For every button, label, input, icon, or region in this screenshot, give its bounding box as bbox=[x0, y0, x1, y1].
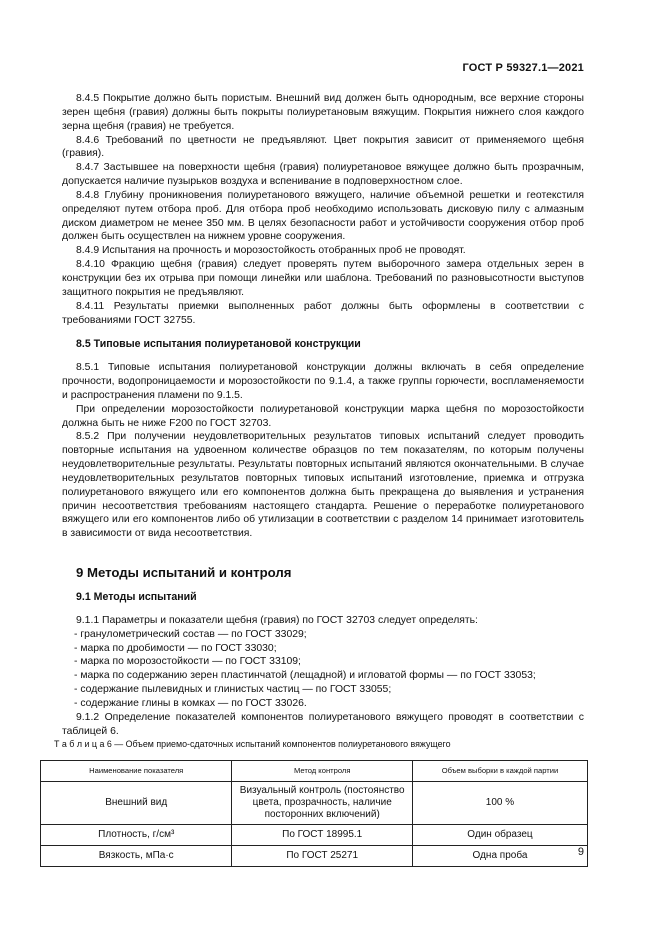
table-caption: Т а б л и ц а 6 — Объем приемо-сдаточных испытаний компонентов полиуретанового вяжущего bbox=[54, 739, 451, 750]
paragraph-8-4-10: 8.4.10 Фракцию щебня (гравия) следует проверять путем выборочного замера отдельных зерен в конструкции без их отрыва при помощи линейки или шаблона. Требований по разновысотности выступов защитного покрытия не предъявляют. bbox=[62, 259, 584, 298]
table-cell: Визуальный контроль (постоянство цвета, прозрачность, наличие посторонних включений) bbox=[232, 782, 413, 825]
paragraph-8-4-6: 8.4.6 Требований по цветности не предъявляют. Цвет покрытия зависит от применяемого щебня (гравия). bbox=[62, 134, 584, 160]
table-cell: По ГОСТ 18995.1 bbox=[232, 825, 413, 846]
list-item: - содержание пылевидных и глинистых частиц — по ГОСТ 33055; bbox=[74, 684, 392, 696]
list-item: - марка по морозостойкости — по ГОСТ 33109; bbox=[74, 656, 301, 668]
section-9-1-heading: 9.1 Методы испытаний bbox=[76, 591, 197, 603]
list-item: - марка по содержанию зерен пластинчатой (лещадной) и игловатой формы — по ГОСТ 33053; bbox=[74, 670, 536, 682]
table-cell: Один образец bbox=[412, 825, 587, 846]
paragraph-8-4-5: 8.4.5 Покрытие должно быть пористым. Внешний вид должен быть однородным, все верхние стороны зерен щебня (гравия) должны быть покрыты полиуретановым вяжущим. Покрытия нижнего слоя каждого зерна щебня (гравия) не требуется. bbox=[62, 93, 584, 132]
paragraph-8-4-11: 8.4.11 Результаты приемки выполненных работ должны быть оформлены в соответствии с требованиями ГОСТ 32755. bbox=[62, 300, 584, 326]
table-cell: Внешний вид bbox=[41, 782, 232, 825]
list-item: - марка по дробимости — по ГОСТ 33030; bbox=[74, 642, 277, 654]
paragraph-8-4-7: 8.4.7 Застывшее на поверхности щебня (гравия) полиуретановое вяжущее должно быть прозрачным, допускается наличие пузырьков воздуха и вспенивание в подповерхностном слое. bbox=[62, 162, 584, 188]
table-cell: По ГОСТ 25271 bbox=[232, 845, 413, 866]
document-body bbox=[54, 92, 584, 867]
table-row bbox=[41, 845, 588, 866]
section-8-5-heading: 8.5 Типовые испытания полиуретановой конструкции bbox=[76, 338, 361, 351]
list-item: - содержание глины в комках — по ГОСТ 33026. bbox=[74, 697, 307, 709]
list-item: - гранулометрический состав — по ГОСТ 33029; bbox=[74, 628, 307, 640]
paragraph-9-1-2: 9.1.2 Определение показателей компонентов полиуретанового вяжущего проводят в соответствии с таблицей 6. bbox=[62, 711, 584, 737]
table-row bbox=[41, 825, 588, 846]
table-cell: 100 % bbox=[412, 782, 587, 825]
page-number: 9 bbox=[577, 846, 584, 858]
table-6 bbox=[40, 760, 588, 867]
doc-header: ГОСТ Р 59327.1—2021 bbox=[462, 62, 584, 74]
paragraph-8-5-1: 8.5.1 Типовые испытания полиуретановой конструкции должны включать в себя определение прочности, водопроницаемости и морозостойкости по 9.1.4, а также группы горючести, воспламеняемости и распространения пламени по 9.1.5. bbox=[62, 362, 584, 401]
table-cell: Вязкость, мПа·с bbox=[41, 845, 232, 866]
table-cell: Одна проба bbox=[412, 845, 587, 866]
column-header: Метод контроля bbox=[232, 761, 413, 782]
column-header: Наименование показателя bbox=[41, 761, 232, 782]
paragraph-8-5-2: 8.5.2 При получении неудовлетворительных результатов типовых испытаний следует проводить повторные испытания на удвоенном количестве образцов по тем показателям, по которым получены неудовлетворительные результаты. Результаты повторных испытаний являются окончательными. В случае неудовлетворительных результатов повторных типовых испытаний изготовление, приемка и отгрузка полиуретанового вяжущего или его компонентов должна быть прекращена до выявления и устранения причин несоответствия требованиям настоящего стандарта. Решение о переработке полиуретанового вяжущего или его компонентов либо об утилизации в соответствии с разделом 14 принимает изготовитель в зависимости от вида несоответствия. bbox=[62, 431, 584, 540]
paragraph-8-4-9: 8.4.9 Испытания на прочность и морозостойкость отобранных проб не проводят. bbox=[76, 245, 466, 257]
column-header: Объем выборки в каждой партии bbox=[412, 761, 587, 782]
paragraph-8-5-1-cont: При определении морозостойкости полиуретановой конструкции марка щебня по морозостойкости должна быть не ниже F200 по ГОСТ 32703. bbox=[62, 403, 584, 429]
paragraph-8-4-8: 8.4.8 Глубину проникновения полиуретанового вяжущего, наличие объемной решетки и геотекстиля определяют путем отбора проб. Для отбора проб необходимо использовать дисковую пилу с алмазным диском диаметром не менее 350 мм. В целях безопасности работ и устойчивости сооружения отбор проб должен быть осуществлен на нижнем уровне сооружения. bbox=[62, 189, 584, 243]
table-row bbox=[41, 782, 588, 825]
paragraph-9-1-1: 9.1.1 Параметры и показатели щебня (гравия) по ГОСТ 32703 следует определять: bbox=[76, 614, 478, 626]
section-9-heading: 9 Методы испытаний и контроля bbox=[76, 565, 292, 581]
table-header-row bbox=[41, 761, 588, 782]
table-cell: Плотность, г/см³ bbox=[41, 825, 232, 846]
